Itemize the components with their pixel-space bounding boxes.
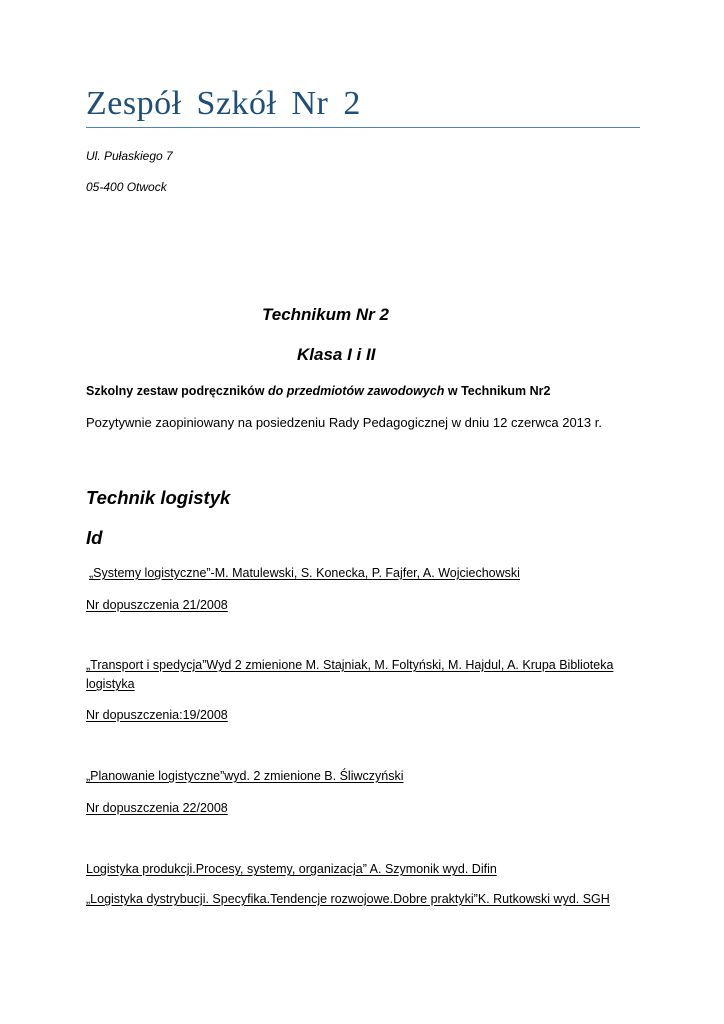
profession-heading: Technik logistyk xyxy=(86,487,231,508)
book-link-logistyka-produkcji[interactable]: Logistyka produkcji.Procesy, systemy, organizacja” A. Szymonik wyd. Difin xyxy=(86,862,497,876)
book-link-transport[interactable]: „Transport i spedycja”Wyd 2 zmienione M. Stajniak, M. Foltyński, M. Hajdul, A. Krupa Biblioteka logistyka xyxy=(86,658,614,691)
intro-bold-suffix: w Technikum Nr2 xyxy=(444,384,551,398)
book-number-transport[interactable]: Nr dopuszczenia:19/2008 xyxy=(86,708,228,722)
heading-technikum: Technikum Nr 2 xyxy=(262,305,389,324)
address-street: Ul. Pułaskiego 7 xyxy=(86,149,173,163)
heading-klasa: Klasa I i II xyxy=(297,345,376,364)
intro-bold-prefix: Szkolny zestaw podręczników xyxy=(86,384,268,398)
address-city: 05-400 Otwock xyxy=(86,180,167,194)
title-underline-rule xyxy=(86,127,640,128)
book-link-planowanie[interactable]: „Planowanie logistyczne”wyd. 2 zmienione B. Śliwczyński xyxy=(86,769,404,783)
book-number-systemy[interactable]: Nr dopuszczenia 21/2008 xyxy=(86,598,228,612)
intro-italic-part: do przedmiotów zawodowych xyxy=(268,384,445,398)
school-name-title: Zespół Szkół Nr 2 xyxy=(86,85,361,122)
intro-line xyxy=(86,382,550,400)
book-link-systemy[interactable]: „Systemy logistyczne”-M. Matulewski, S. Konecka, P. Fajfer, A. Wojciechowski xyxy=(89,566,520,580)
book-number-planowanie[interactable]: Nr dopuszczenia 22/2008 xyxy=(86,801,228,815)
opinion-line: Pozytywnie zaopiniowany na posiedzeniu Rady Pedagogicznej w dniu 12 czerwca 2013 r. xyxy=(86,415,602,430)
class-code-heading: Id xyxy=(86,527,103,548)
book-link-logistyka-dystrybucji[interactable]: „Logistyka dystrybucji. Specyfika.Tendencje rozwojowe.Dobre praktyki”K. Rutkowski wyd. SGH xyxy=(86,892,610,906)
